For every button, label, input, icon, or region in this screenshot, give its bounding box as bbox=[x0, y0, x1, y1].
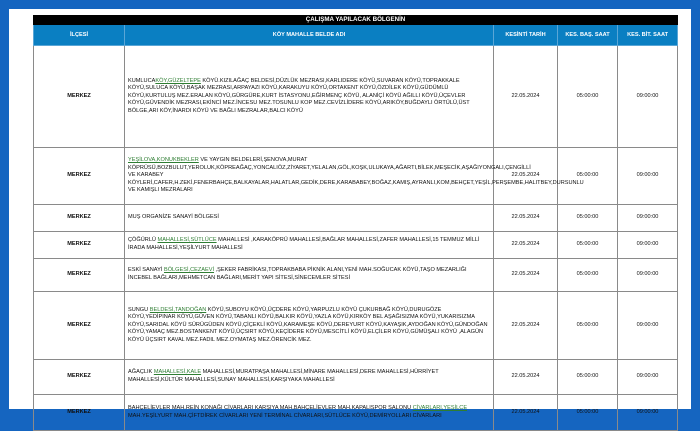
cell-baslangic: 05:00:00 bbox=[558, 292, 618, 360]
table-row bbox=[34, 360, 678, 395]
mahalle-text: KÖYÜ,SUBOYU KÖYÜ,ÜÇDERE KÖYÜ,YARPUZLU KÖYÜ ÇUKURBAĞ KÖYÜ,DURUGÖZE KÖYÜ,YEDİPINAR KÖYÜ,GÜVEN KÖYÜ,TABANLI KÖYÜ,BALKIR KÖYÜ,YAZLA KÖYÜ,KIRKÖY BEL AŞAĞISIZMA KÖYÜ,YUKARISIZMA KÖYÜ,SARIDAL KÖYÜ SÜRÜGÜDEN KÖYÜ,ÇİÇEKLİ KÖYÜ,KARAMEŞE KÖYÜ,DEREYURT KÖYÜ,KAYAŞIK,AYDOĞAN KÖYÜ,GÜNDOĞAN KÖYÜ,YAMAÇ MEZ.BOSTANKENT KÖYÜ,ÜÇSIRT KÖYÜ,KEÇİDERE KÖYÜ,MESCİTLİ KÖYÜ,ELÇİLER KÖYÜ,GÜMÜŞALI KÖYÜ ,ALAGÜN KÖYÜ ÜÇSIRT KAVAL MEZ.FADIL MEZ.OYMATAŞ MEZ.ÖRENCİK MEZ. bbox=[128, 306, 488, 343]
cell-baslangic: 05:00:00 bbox=[558, 395, 618, 431]
mahalle-text: ,ŞEKER FABRİKASI,TOPRAKBABA PİKNİK ALANI,YENİ MAH.SOĞUCAK KÖYÜ,TAŞO MEZARLIĞI İNCEBEL BAĞLARI,MEHMETCAN BAĞLARI,MERİT YAPI SİTESİ,SİNECEMLER SİTESİ bbox=[128, 267, 467, 281]
cell-ilce: MERKEZ bbox=[34, 148, 125, 205]
cell-ilce: MERKEZ bbox=[34, 259, 125, 292]
cell-tarih: 22.05.2024 bbox=[494, 292, 558, 360]
header-mahalle: KÖY MAHALLE BELDE ADI bbox=[125, 25, 494, 46]
cell-ilce: MERKEZ bbox=[34, 205, 125, 232]
header-bitis: KES. BİT. SAAT bbox=[618, 25, 678, 46]
mahalle-text: MAH.YEŞİLYURT MAH.ÇİFTDİREK CİVARLARI YENİ TERMİNAL CİVARLARI,SÜTLÜCE KÖYÜ,DEMİRYOLLARI CİVARLARI bbox=[128, 412, 442, 419]
mahalle-text: MAHALLESİ ,KARAKÖPRÜ MAHALLESİ,BAĞLAR MAHALLESİ,ZAFER MAHALLESİ,15 TEMMUZ MİLLİ İRADA MAHALLESİ,YEŞİLYURT MAHALLESİ bbox=[128, 237, 480, 251]
cell-ilce: MERKEZ bbox=[34, 360, 125, 395]
cell-mahalle bbox=[125, 259, 494, 292]
mahalle-link[interactable]: MAHALLESİ,KALE bbox=[153, 369, 202, 376]
table-row bbox=[34, 205, 678, 232]
mahalle-text: MUŞ ORGANİZE SANAYİ BÖLGESİ bbox=[128, 214, 219, 221]
outage-table bbox=[33, 15, 678, 431]
header-ilce: İLÇESİ bbox=[34, 25, 125, 46]
cell-mahalle bbox=[125, 395, 494, 431]
cell-bitis: 09:00:00 bbox=[618, 360, 678, 395]
cell-mahalle bbox=[125, 46, 494, 148]
cell-tarih: 22.05.2024 bbox=[494, 46, 558, 148]
cell-bitis: 09:00:00 bbox=[618, 205, 678, 232]
cell-bitis: 09:00:00 bbox=[618, 148, 678, 205]
document-frame bbox=[9, 9, 691, 419]
mahalle-link[interactable]: CİVARLARI,YEŞİLCE bbox=[412, 404, 468, 411]
mahalle-text: BAHÇELİEVLER MAH.REİN KONAĞI CİVARLARI KARŞIYA MAH,BAHÇELİEVLER MAH.KAPALISPOR SALONU bbox=[128, 404, 413, 411]
table-row bbox=[34, 148, 678, 205]
table-title-row bbox=[34, 16, 678, 25]
mahalle-link[interactable]: KÖY,GÜZELTEPE bbox=[155, 77, 201, 84]
mahalle-text: KUMLUCA bbox=[128, 77, 156, 84]
table-row bbox=[34, 292, 678, 360]
mahalle-link[interactable]: BELDESİ,TANDOĞAN bbox=[149, 306, 207, 313]
mahalle-link[interactable]: MAHALLESİ,SÜTLÜCE bbox=[157, 237, 217, 244]
cell-bitis: 09:00:00 bbox=[618, 259, 678, 292]
table-header-row bbox=[34, 25, 678, 46]
mahalle-link[interactable]: BÖLGESİ,CEZAEVİ bbox=[163, 267, 215, 274]
mahalle-text: ÇÖĞÜRLÜ bbox=[128, 237, 158, 244]
table-title: ÇALIŞMA YAPILACAK BÖLGENİN bbox=[34, 16, 678, 25]
cell-bitis: 09:00:00 bbox=[618, 395, 678, 431]
cell-baslangic: 05:00:00 bbox=[558, 232, 618, 259]
mahalle-text: SUNGU bbox=[128, 306, 150, 313]
header-tarih: KESİNTİ TARİH bbox=[494, 25, 558, 46]
cell-baslangic: 05:00:00 bbox=[558, 259, 618, 292]
cell-ilce: MERKEZ bbox=[34, 395, 125, 431]
cell-mahalle bbox=[125, 205, 494, 232]
header-baslangic: KES. BAŞ. SAAT bbox=[558, 25, 618, 46]
cell-mahalle bbox=[125, 232, 494, 259]
table-row bbox=[34, 259, 678, 292]
mahalle-text: KÖYÜ.KIZILAĞAÇ BELDESİ,DÜZLÜK MEZRASI,KARLIDERE KÖYÜ,SUVARAN KÖYÜ,TOPRAKKALE KÖYÜ,SULUCA KÖYÜ,BAŞAK MEZRASI,ARPAYAZI KÖYÜ,KARAKUYU KÖYÜ,ORTAKENT KÖYÜ,ÖZDİLEK KÖYÜ,GÜDÜMLÜ KÖYÜ,KURTULUŞ MEZ.ERALAN KÖYÜ,GÜRGÜRE,KURT İSTASYONU,EĞİRMENÇ KÖYÜ, ALANİÇİ KÖYÜ AĞILLI KÖYÜ,ÜÇEVLER KÖYÜ,GÜVENDİK MEZRASI,EKİNCİ MEZ.İNCESU MEZ.TOSUNLU KOP MEZ.CEVİZLİDERE KÖYÜ,ARIKÖY,BUĞDAYLI ÖRTÜLÜ,ÜST BÖLGE,ARI KÖY,İNARDI KÖYÜ VE BAĞLI MEZRALAR,BALCI KÖYÜ bbox=[128, 77, 470, 114]
cell-bitis: 09:00:00 bbox=[618, 232, 678, 259]
cell-mahalle bbox=[125, 292, 494, 360]
cell-tarih: 22.05.2024 bbox=[494, 205, 558, 232]
mahalle-link[interactable]: YEŞİLOVA,KONUKBEKLER bbox=[128, 157, 199, 164]
mahalle-text: VE YAYGIN BELDELERİ,ŞENOVA,MURAT KÖPRÜSÜ,BOZBULUT,YEROLUK,KÖPREAĞAÇ,YONCALIÖZ,ZİYARET,YELALAN,GÖL,KOŞK,ULUKAYA,AĞARTI,BİLEK,MEŞECİK,AŞAĞIYONGALI,ÇENGİLLİ VE KARABEY KÖYLERİ,CAFER,H.ZEKİ,FENERBAHÇE,BALKAYALAR,HALATLAR,GEDİK,DERE,KARABABEY,BOĞAZ,KAMIŞ,AYRANLI,KOM,BEHÇET,YEŞİL,PERŞEMBE,HALITBEY,DURSUNLU VE KAMIŞLI MEZRALARI bbox=[128, 157, 584, 194]
mahalle-text: MAHALLESİ,MURATPAŞA MAHALLESİ,MİNARE MAHALLESİ,DERE MAHALLESİ,HÜRRİYET MAHALLESİ,KÜLTÜR MAHALLESİ,SUNAY MAHALLESİ,KARŞIYAKA MAHALLESİ bbox=[128, 369, 439, 383]
cell-bitis: 09:00:00 bbox=[618, 292, 678, 360]
table-row bbox=[34, 232, 678, 259]
cell-baslangic: 05:00:00 bbox=[558, 148, 618, 205]
cell-ilce: MERKEZ bbox=[34, 292, 125, 360]
mahalle-text: AĞAÇLIK bbox=[128, 369, 154, 376]
cell-bitis: 09:00:00 bbox=[618, 46, 678, 148]
cell-tarih: 22.05.2024 bbox=[494, 395, 558, 431]
table-row bbox=[34, 46, 678, 148]
mahalle-text: ESKİ SANAYİ bbox=[128, 267, 164, 274]
table-row bbox=[34, 395, 678, 431]
cell-tarih: 22.05.2024 bbox=[494, 360, 558, 395]
cell-tarih: 22.05.2024 bbox=[494, 259, 558, 292]
cell-baslangic: 05:00:00 bbox=[558, 205, 618, 232]
cell-mahalle bbox=[125, 360, 494, 395]
cell-tarih: 22.05.2024 bbox=[494, 232, 558, 259]
cell-tarih: 22.05.2024 bbox=[494, 148, 558, 205]
cell-baslangic: 05:00:00 bbox=[558, 46, 618, 148]
cell-ilce: MERKEZ bbox=[34, 46, 125, 148]
cell-ilce: MERKEZ bbox=[34, 232, 125, 259]
cell-baslangic: 05:00:00 bbox=[558, 360, 618, 395]
